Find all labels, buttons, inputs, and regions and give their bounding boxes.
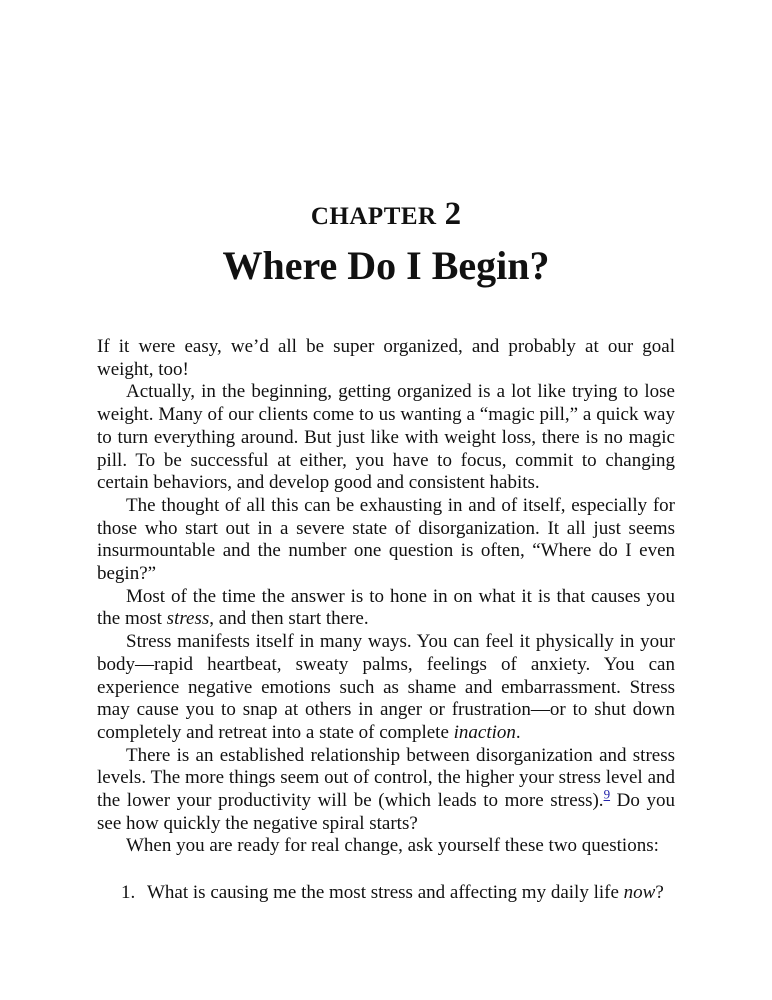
text-run: When you are ready for real change, ask yourself these two questions:	[126, 835, 659, 857]
text-run: The thought of all this can be exhausting in and of itself, especially for those who start out in a severe state of disorganization. It all just seems insurmountable and the number one question is often, “Where do I even begin?”	[97, 494, 675, 585]
text-run: What is causing me the most stress and affecting my daily life	[147, 882, 624, 903]
chapter-number: 2	[444, 196, 462, 232]
paragraph	[97, 381, 675, 495]
paragraph	[97, 745, 675, 836]
text-run: Actually, in the beginning, getting organized is a lot like trying to lose weight. Many of our clients come to us wanting a “magic pill,” a quick way to turn everything around. But just like with weight loss, there is no magic pill. To be successful at either, you have to focus, commit to changing certain behaviors, and develop good and consistent habits.	[97, 381, 675, 494]
text-run: Most of the time the answer is to hone in on what it is that causes you the most	[97, 585, 675, 630]
emphasized-text: inaction	[453, 721, 516, 743]
numbered-list	[121, 882, 681, 905]
text-run: There is an established relationship between disorganization and stress levels. The more things seem out of control, the higher your stress level and the lower your productivity will be (which leads to more stress).	[97, 744, 675, 812]
list-item-number: 1.	[121, 882, 136, 903]
emphasized-text: stress	[166, 608, 210, 630]
text-run: Stress manifests itself in many ways. You can feel it physically in your body—rapid heartbeat, sweaty palms, feelings of anxiety. You can experience negative emotions such as shame and embarrassment. Stress may cause you to snap at others in anger or frustration—or to shut down completely and retreat into a state of complete	[97, 631, 675, 743]
chapter-word: CHAPTER	[310, 203, 437, 230]
footnote-reference-link[interactable]: 9	[603, 786, 611, 802]
paragraph	[97, 835, 675, 858]
chapter-label	[0, 198, 772, 231]
text-run: If it were easy, we’d all be super organized, and probably at our goal weight, too!	[97, 336, 675, 380]
emphasized-text: now	[623, 882, 656, 903]
list-item	[121, 882, 681, 905]
text-run: .	[515, 721, 521, 743]
text-run: ?	[655, 882, 664, 903]
text-run: , and then start there.	[209, 608, 369, 630]
text-run: Do you see how quickly the negative spiral starts?	[97, 790, 675, 834]
chapter-title: Where Do I Begin?	[222, 243, 550, 288]
paragraph	[97, 631, 675, 745]
chapter-body	[97, 336, 675, 858]
paragraph	[97, 495, 675, 586]
paragraph	[97, 586, 675, 631]
paragraph	[97, 336, 675, 381]
